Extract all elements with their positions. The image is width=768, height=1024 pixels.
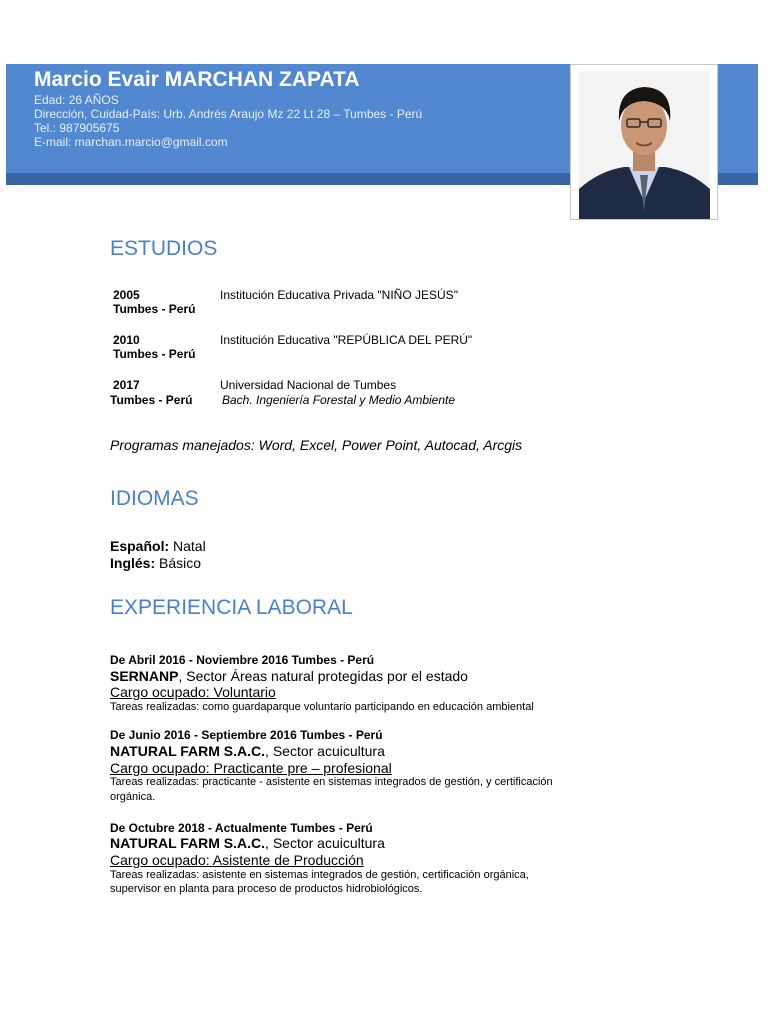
job-sector: , Sector acuicultura (265, 835, 385, 851)
study-place: Tumbes - Perú (113, 302, 196, 316)
portrait-photo (570, 64, 718, 220)
study-year: 2005 (113, 288, 140, 302)
studies-title: ESTUDIOS (110, 237, 218, 260)
study-place: Tumbes - Perú (110, 393, 193, 407)
job-role: Cargo ocupado: Asistente de Producción (110, 852, 364, 868)
candidate-name: Marcio Evair MARCHAN ZAPATA (34, 68, 360, 91)
language-item (110, 555, 201, 571)
language-name: Inglés: (110, 555, 156, 571)
study-institution: Institución Educativa "REPÚBLICA DEL PERÚ" (220, 333, 473, 347)
job-role: Cargo ocupado: Practicante pre – profesional (110, 760, 392, 776)
study-degree: Bach. Ingeniería Forestal y Medio Ambiente (222, 393, 456, 407)
programs-text: Programas manejados: Word, Excel, Power Point, Autocad, Arcgis (110, 437, 523, 453)
study-year: 2010 (113, 333, 140, 347)
job-tasks: Tareas realizadas: practicante - asistente en sistemas integrados de gestión, y certificación (110, 776, 553, 788)
portrait-icon (579, 71, 710, 219)
language-level: Básico (155, 555, 202, 571)
job-company: NATURAL FARM S.A.C. (110, 835, 266, 851)
study-year: 2017 (113, 378, 140, 392)
job-period: De Junio 2016 - Septiembre 2016 Tumbes - Perú (110, 728, 383, 742)
job-sector: , Sector acuicultura (265, 743, 385, 759)
experience-title: EXPERIENCIA LABORAL (110, 596, 353, 619)
job-company-line (110, 668, 468, 684)
job-tasks: Tareas realizadas: asistente en sistemas integrados de gestión, certificación orgánica, (110, 869, 529, 881)
study-place: Tumbes - Perú (113, 347, 196, 361)
job-tasks: Tareas realizadas: como guardaparque voluntario participando en educación ambiental (110, 701, 534, 713)
job-company: SERNANP (110, 668, 179, 684)
study-institution: Institución Educativa Privada "NIÑO JESÚS" (220, 288, 458, 302)
job-tasks: supervisor en planta para proceso de productos hidrobiológicos. (110, 883, 423, 895)
age-text: Edad: 26 AÑOS (34, 93, 119, 107)
address-text: Dirección, Cuidad-País: Urb. Andrés Araujo Mz 22 Lt 28 – Tumbes - Perú (34, 107, 423, 121)
job-company-line (110, 835, 385, 851)
language-item (110, 538, 206, 554)
job-company: NATURAL FARM S.A.C. (110, 743, 266, 759)
job-tasks: orgánica. (110, 791, 156, 803)
phone-text: Tel.: 987905675 (34, 121, 120, 135)
job-role: Cargo ocupado: Voluntario (110, 684, 276, 700)
email-text: E-mail: marchan.marcio@gmail.com (34, 135, 228, 149)
job-sector: , Sector Áreas natural protegidas por el estado (178, 668, 468, 684)
job-period: De Abril 2016 - Noviembre 2016 Tumbes - Perú (110, 653, 375, 667)
language-name: Español: (110, 538, 170, 554)
job-period: De Octubre 2018 - Actualmente Tumbes - Perú (110, 821, 373, 835)
language-level: Natal (169, 538, 206, 554)
languages-title: IDIOMAS (110, 487, 199, 510)
job-company-line (110, 743, 385, 759)
study-institution: Universidad Nacional de Tumbes (220, 378, 397, 392)
